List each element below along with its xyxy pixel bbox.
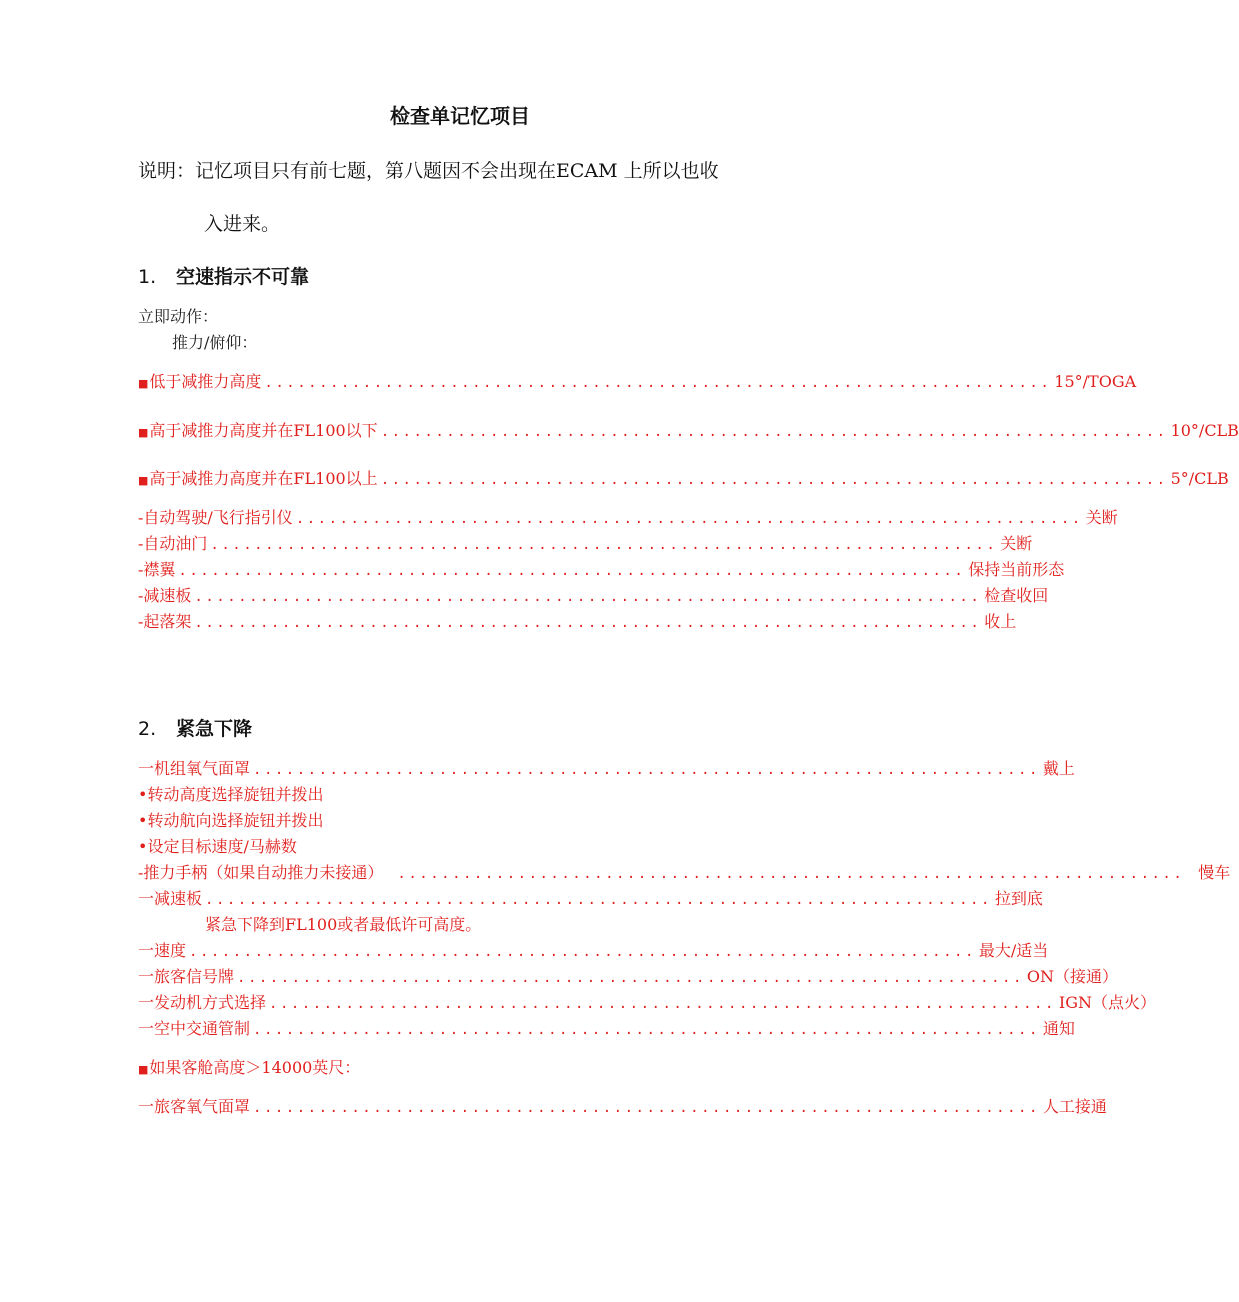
row-value: 人工接通 [1042, 1097, 1107, 1116]
section-2-heading [138, 714, 252, 741]
dot-leader: ........................................................................ [295, 511, 1083, 527]
section-2-number: 2. [138, 718, 157, 740]
row-value: 5°/CLB [1170, 469, 1229, 488]
dot-leader: ........................................................................ [194, 615, 982, 631]
checklist-row [138, 938, 1049, 961]
dot-leader: ........................................................................ [397, 866, 1185, 882]
row-value: 10°/CLB [1170, 421, 1239, 440]
section-1-title: 空速指示不可靠 [176, 266, 310, 288]
dot-leader: ........................................................................ [189, 944, 976, 960]
checklist-row [138, 505, 1118, 528]
checklist-row [138, 557, 1065, 580]
square-bullet-icon: ■ [138, 377, 149, 390]
bullet-item: •转动航向选择旋钮并拨出 [138, 811, 324, 830]
dot-leader: ........................................................................ [380, 424, 1168, 440]
checklist-row [138, 964, 1119, 987]
row-value: 慢车 [1198, 863, 1231, 882]
checklist-row [138, 531, 1033, 554]
square-bullet-icon: ■ [138, 426, 149, 439]
checklist-row [138, 369, 1137, 392]
square-bullet-icon: ■ [138, 1063, 149, 1076]
row-label: -自动驾驶/飞行指引仪 [138, 508, 293, 527]
row-label: 一空中交通管制 [138, 1019, 251, 1038]
row-value: 15°/TOGA [1054, 372, 1137, 391]
dot-leader: ........................................................................ [269, 996, 1056, 1012]
square-bullet-icon: ■ [138, 474, 149, 487]
row-label: 一减速板 [138, 889, 203, 908]
dot-leader: ........................................................................ [237, 970, 1024, 986]
immediate-action-label: 立即动作： [138, 307, 219, 326]
row-label: -减速板 [138, 586, 192, 605]
note-line-2: 入进来。 [204, 213, 281, 235]
checklist-row [138, 990, 1156, 1013]
row-value: 最大/适当 [978, 941, 1049, 960]
row-label: -自动油门 [138, 534, 208, 553]
dot-leader: ........................................................................ [253, 1100, 1040, 1116]
section-1-number: 1. [138, 266, 157, 288]
checklist-row [138, 1094, 1107, 1117]
row-label: -推力手柄（如果自动推力未接通） [138, 863, 384, 882]
dot-leader: ........................................................................ [380, 472, 1168, 488]
row-label: -起落架 [138, 612, 192, 631]
thrust-pitch-label: 推力/俯仰： [172, 333, 258, 352]
row-label: 一旅客信号牌 [138, 967, 235, 986]
row-value: 拉到底 [994, 889, 1043, 908]
row-value: 检查收回 [984, 586, 1049, 605]
row-label: 一发动机方式选择 [138, 993, 267, 1012]
row-label: 一旅客氧气面罩 [138, 1097, 251, 1116]
descend-note: 紧急下降到FL100或者最低许可高度。 [205, 915, 482, 934]
row-value: 收上 [984, 612, 1017, 631]
row-label: 一速度 [138, 941, 187, 960]
row-label: -襟翼 [138, 560, 176, 579]
row-value: 通知 [1042, 1019, 1075, 1038]
dot-leader: ........................................................................ [178, 563, 966, 579]
checklist-row [138, 1016, 1075, 1039]
bullet-item: •设定目标速度/马赫数 [138, 837, 297, 856]
dot-leader: ........................................................................ [253, 1022, 1040, 1038]
checklist-row [138, 756, 1075, 779]
dot-leader: ........................................................................ [205, 892, 992, 908]
checklist-row [138, 583, 1049, 606]
section-2-title: 紧急下降 [176, 718, 253, 740]
dot-leader: ........................................................................ [253, 762, 1040, 778]
row-value: IGN（点火） [1058, 993, 1156, 1012]
bullet-item: •转动高度选择旋钮并拨出 [138, 785, 324, 804]
row-value: 关断 [1085, 508, 1118, 527]
dot-leader: ........................................................................ [210, 537, 998, 553]
row-label: 一机组氧气面罩 [138, 759, 251, 778]
checklist-row [138, 860, 1231, 883]
condition-text: 如果客舱高度＞14000英尺： [149, 1058, 361, 1077]
checklist-row [138, 418, 1239, 441]
checklist-row [138, 609, 1017, 632]
dot-leader: ........................................................................ [194, 589, 982, 605]
row-value: 戴上 [1042, 759, 1075, 778]
note-line-1: 说明：记忆项目只有前七题，第八题因不会出现在ECAM 上所以也收 [138, 160, 719, 182]
dot-leader: ........................................................................ [264, 375, 1052, 391]
section-1-heading [138, 262, 309, 289]
row-label: 高于减推力高度并在FL100以下 [149, 421, 378, 440]
page-title: 检查单记忆项目 [390, 104, 530, 128]
row-value: ON（接通） [1026, 967, 1119, 986]
checklist-row [138, 886, 1043, 909]
row-label: 高于减推力高度并在FL100以上 [149, 469, 378, 488]
cabin-altitude-condition [138, 1055, 360, 1078]
checklist-row [138, 466, 1229, 489]
row-value: 保持当前形态 [968, 560, 1065, 579]
row-value: 关断 [1000, 534, 1033, 553]
row-label: 低于减推力高度 [149, 372, 262, 391]
